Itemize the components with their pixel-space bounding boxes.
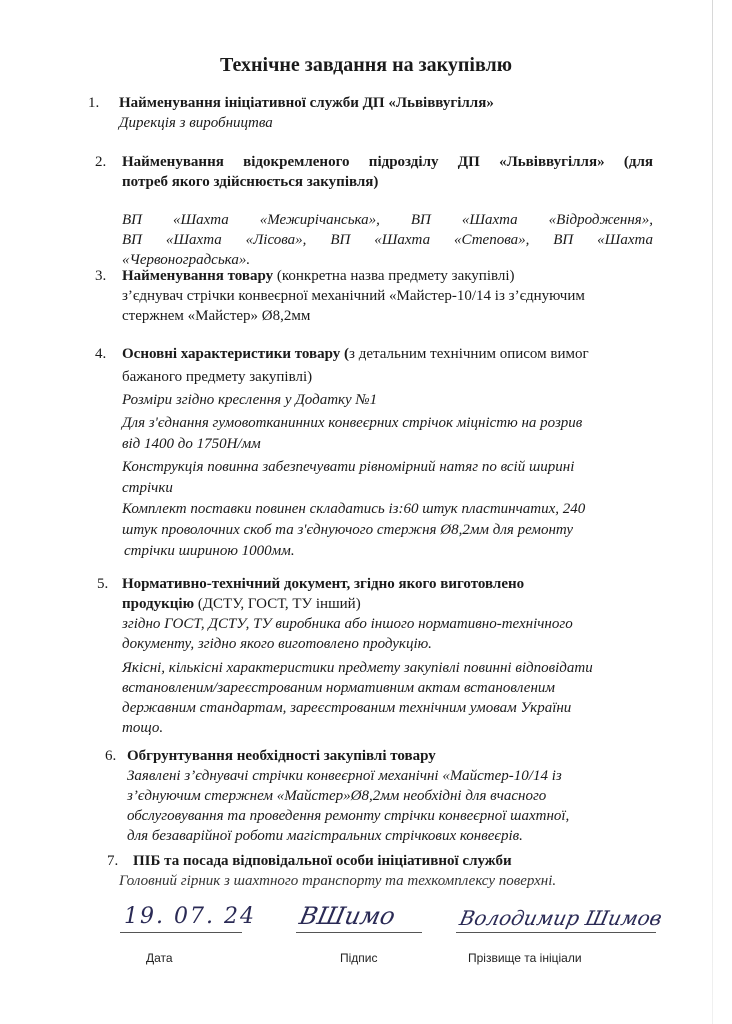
section-text: для безаварійної роботи магістральних стрічкових конвеєрів. [127,828,523,844]
section-heading: потреб якого здійснюється закупівля) [122,174,379,190]
section-6 [105,746,665,846]
section-text: Розміри згідно креслення у Додатку №1 [122,392,378,408]
section-7 [107,851,667,891]
section-number: 4. [95,346,107,362]
section-text: Головний гірник з шахтного транспорту та техкомплексу поверхні. [119,873,557,889]
section-heading: Нормативно-технічний документ, згідно якого виготовлено [122,576,525,592]
date-label: Дата [146,951,173,965]
section-text: стрічки шириною 1000мм. [124,543,295,559]
section-text: державним стандартам, зареєстрованим технічним умовам України [122,700,572,716]
date-line [120,932,242,933]
handwritten-name: Володимир Шимов [457,906,665,930]
section-heading: Обгрунтування необхідності закупівлі товару [127,748,436,764]
section-heading: Найменування товару [122,268,274,284]
handwritten-signature: ВШимо [297,902,398,930]
section-text: Дирекція з виробництва [119,115,273,131]
section-text: стержнем «Майстер» Ø8,2мм [122,308,311,324]
name-line [456,932,656,933]
section-number: 1. [88,95,100,111]
section-text: ВП «Шахта «Лісова», ВП «Шахта «Степова», ВП «Шахта [122,232,653,248]
section-heading: Основні характеристики товару ( [122,346,350,362]
signature-line [296,932,422,933]
name-label: Прізвище та ініціали [468,951,582,965]
section-number: 5. [97,576,109,592]
section-5 [97,574,687,738]
section-3 [95,266,675,326]
section-number: 6. [105,748,117,764]
handwritten-date: 19. 07. 24 [124,904,256,929]
section-text: від 1400 до 1750Н/мм [122,436,261,452]
section-heading-note: бажаного предмету закупівлі) [122,369,313,385]
section-2 [95,152,653,270]
section-heading-note: (ДСТУ, ГОСТ, ТУ інший) [194,596,361,612]
section-number: 2. [95,154,107,170]
section-heading-note: з детальним технічним описом вимог [349,346,589,362]
section-text: Комплект поставки повинен складатись із:60 штук пластинчатих, 240 [122,501,586,517]
section-number: 3. [95,268,107,284]
section-text: ВП «Шахта «Межирічанська», ВП «Шахта «Відродження», [122,212,653,228]
section-text: Якісні, кількісні характеристики предмету закупівлі повинні відповідати [122,660,593,676]
section-text: з’єднувач стрічки конвеєрної механічний «Майстер-10/14 із з’єднуючим [122,288,585,304]
section-heading-note: (конкретна назва предмету закупівлі) [273,268,515,284]
section-text: з’єднуючим стержнем «Майстер»Ø8,2мм необхідні для вчасного [127,788,547,804]
section-text: згідно ГОСТ, ДСТУ, ТУ виробника або іншого нормативно-технічного [122,616,573,632]
section-4 [95,344,675,562]
section-text: «Червоноградська». [122,252,251,268]
section-text: Для з'єднання гумовотканинних конвеєрних стрічок міцністю на розрив [122,415,583,431]
section-text: обслуговування та проведення ремонту стрічки конвеєрної шахтної, [127,808,570,824]
section-text: документу, згідно якого виготовлено продукцію. [122,636,432,652]
scan-edge [712,0,713,1024]
section-1 [88,93,688,133]
section-text: встановленим/зареєстрованим нормативним актам встановленим [122,680,555,696]
section-text: штук проволочних скоб та з'єднуючого стержня Ø8,2мм для ремонту [122,522,574,538]
section-heading: продукцію [122,596,195,612]
section-heading: Найменування відокремленого підрозділу ДП «Львіввугілля» (для [122,154,653,170]
signature-label: Підпис [340,951,378,965]
section-heading: ПІБ та посада відповідальної особи ініціативної служби [133,853,512,869]
section-text: Заявлені з’єднувачі стрічки конвеєрної механічні «Майстер-10/14 із [127,768,562,784]
section-number: 7. [107,853,119,869]
section-text: тощо. [122,720,164,736]
section-text: Конструкція повинна забезпечувати рівномірний натяг по всій ширині [122,459,575,475]
document-title: Технічне завдання на закупівлю [219,54,513,76]
section-text: стрічки [122,480,173,496]
section-heading: Найменування ініціативної служби ДП «Львіввугілля» [119,95,494,111]
